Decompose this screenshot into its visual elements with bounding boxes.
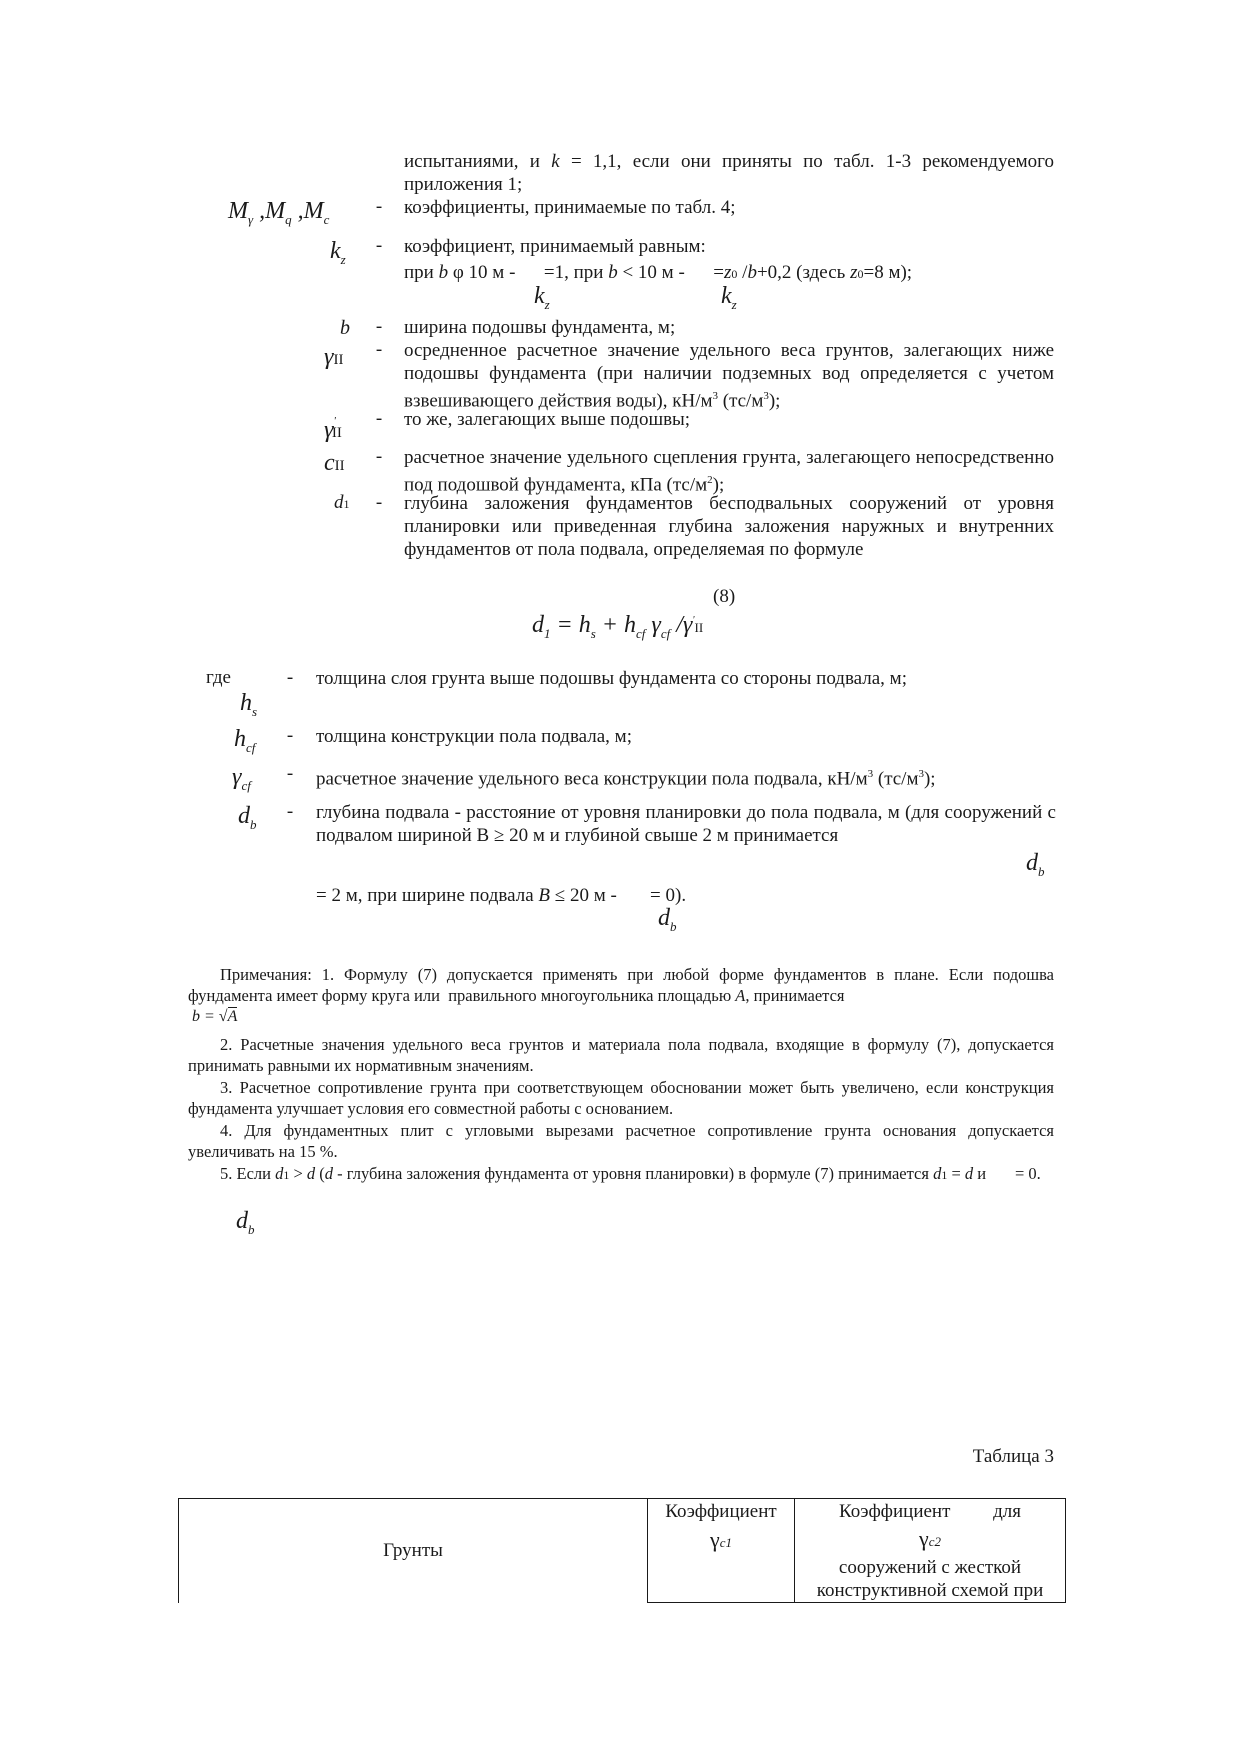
dash: - [375, 339, 383, 360]
dash: - [375, 408, 383, 429]
note-1-formula: b = √A [192, 1008, 238, 1025]
def-d1: глубина заложения фундаментов бесподвальных сооружений от уровня планировки или приведенная глубина заложения наружных и внутренних фундаментов от пола подвала, определяемая по формуле [404, 493, 1054, 560]
def-db: глубина подвала - расстояние от уровня планировки до пола подвала, м (для сооружений с подвалом шириной B ≥ 20 м и глубиной свыше 2 м принимается [316, 802, 1056, 846]
dash: - [286, 725, 294, 746]
table-caption: Таблица 3 [972, 1446, 1054, 1467]
symbol-b: b [340, 317, 350, 339]
header-soils: Грунты [179, 1499, 648, 1603]
dash: - [286, 667, 294, 688]
symbol-d1: d1 [334, 492, 350, 513]
def-db-line3: = 2 м, при ширине подвала B ≤ 20 м - = 0). [316, 885, 687, 906]
def-b: ширина подошвы фундамента, м; [404, 317, 676, 338]
dash: - [375, 196, 383, 217]
dash: - [286, 801, 294, 822]
symbol-hcf: $h_{cf}$ [234, 726, 256, 755]
symbol-kz-inline: $k_z$ [534, 283, 550, 312]
where-label: где [206, 667, 231, 688]
symbol-c-ii: cII [324, 450, 345, 476]
symbol-kz-inline: $k_z$ [721, 283, 737, 312]
note-1: Примечания: 1. Формулу (7) допускается применять при любой форме фундаментов в плане. Если подошва фундамента имеет форму круга или правильного многоугольника площадью A, принимается [188, 965, 1054, 1005]
symbol-hs: $h_s$ [240, 690, 258, 719]
symbol-db-inline: $d_b$ [1026, 850, 1045, 879]
formula-number: (8) [713, 586, 736, 607]
note-3: 3. Расчетное сопротивление грунта при соответствующем обосновании может быть увеличено, если конструкция фундамента улучшает условия его совместной работы с основанием. [188, 1078, 1054, 1118]
def-hcf: толщина конструкции пола подвала, м; [316, 726, 632, 747]
def-m-coeffs: коэффициенты, принимаемые по табл. 4; [404, 197, 736, 218]
symbol-gamma-ii: γII [324, 344, 344, 370]
def-gamma-prime-ii: то же, залегающих выше подошвы; [404, 409, 691, 430]
symbol-gamma-cf: $\gamma_{cf}$ [232, 764, 251, 793]
dash: - [375, 492, 383, 513]
symbol-gamma-prime-ii: γ'II [324, 415, 342, 443]
symbol-db-inline: $d_b$ [658, 905, 677, 934]
def-gamma-cf: расчетное значение удельного веса конструкции пола подвала, $кН/м^3$ $(тс/м^3)$; [316, 768, 936, 790]
def-kz-line2: при b φ 10 м - =1, при b < 10 м - =z0 /b+0,2 (здесь z0=8 м); [404, 262, 913, 283]
formula-8: $d_1 = h_s + h_{cf}$ $\gamma_{cf}$ /γ'II [532, 612, 704, 641]
def-c-ii: расчетное значение удельного сцепления грунта, залегающего непосредственно под подошвой фундамента, кПа $(тс/м^2)$; [404, 447, 1054, 496]
note-4: 4. Для фундаментных плит с угловыми вырезами расчетное сопротивление грунта основания допускается увеличивать на 15 %. [188, 1121, 1054, 1161]
def-gamma-ii: осредненное расчетное значение удельного веса грунтов, залегающих ниже подошвы фундамента (при наличии подземных вод определяется с учетом взвешивающего действия воды), $кН/м^3$ $(тс/м^3)$; [404, 340, 1054, 412]
symbol-db-note: $d_b$ [236, 1208, 255, 1237]
continuation-text: испытаниями, и k = 1,1, если они приняты по табл. 1-3 рекомендуемого приложения 1; [404, 151, 1054, 195]
symbol-kz: $k_z$ [330, 238, 346, 267]
dash: - [286, 763, 294, 784]
note-2: 2. Расчетные значения удельного веса грунтов и материала пола подвала, входящие в формулу (7), допускается принимать равными их нормативным значениям. [188, 1035, 1054, 1075]
dash: - [375, 235, 383, 256]
symbol-m-coeffs: $M_\gamma$ $,M_q$ $,M_c$ [228, 198, 330, 227]
note-5: 5. Если d1 > d (d - глубина заложения фундамента от уровня планировки) в формуле (7) принимается d1 = d и = 0. [220, 1164, 1041, 1183]
header-gamma-c2: Коэффициент для γc2 сооружений с жесткой конструктивной схемой при [795, 1499, 1066, 1603]
symbol-db: $d_b$ [238, 803, 257, 832]
dash: - [375, 446, 383, 467]
table-3 [178, 1498, 1066, 1603]
header-gamma-c1: Коэффициент γc1 [648, 1499, 795, 1603]
def-kz: коэффициент, принимаемый равным: [404, 236, 706, 257]
dash: - [375, 316, 383, 337]
def-hs: толщина слоя грунта выше подошвы фундамента со стороны подвала, м; [316, 668, 907, 689]
